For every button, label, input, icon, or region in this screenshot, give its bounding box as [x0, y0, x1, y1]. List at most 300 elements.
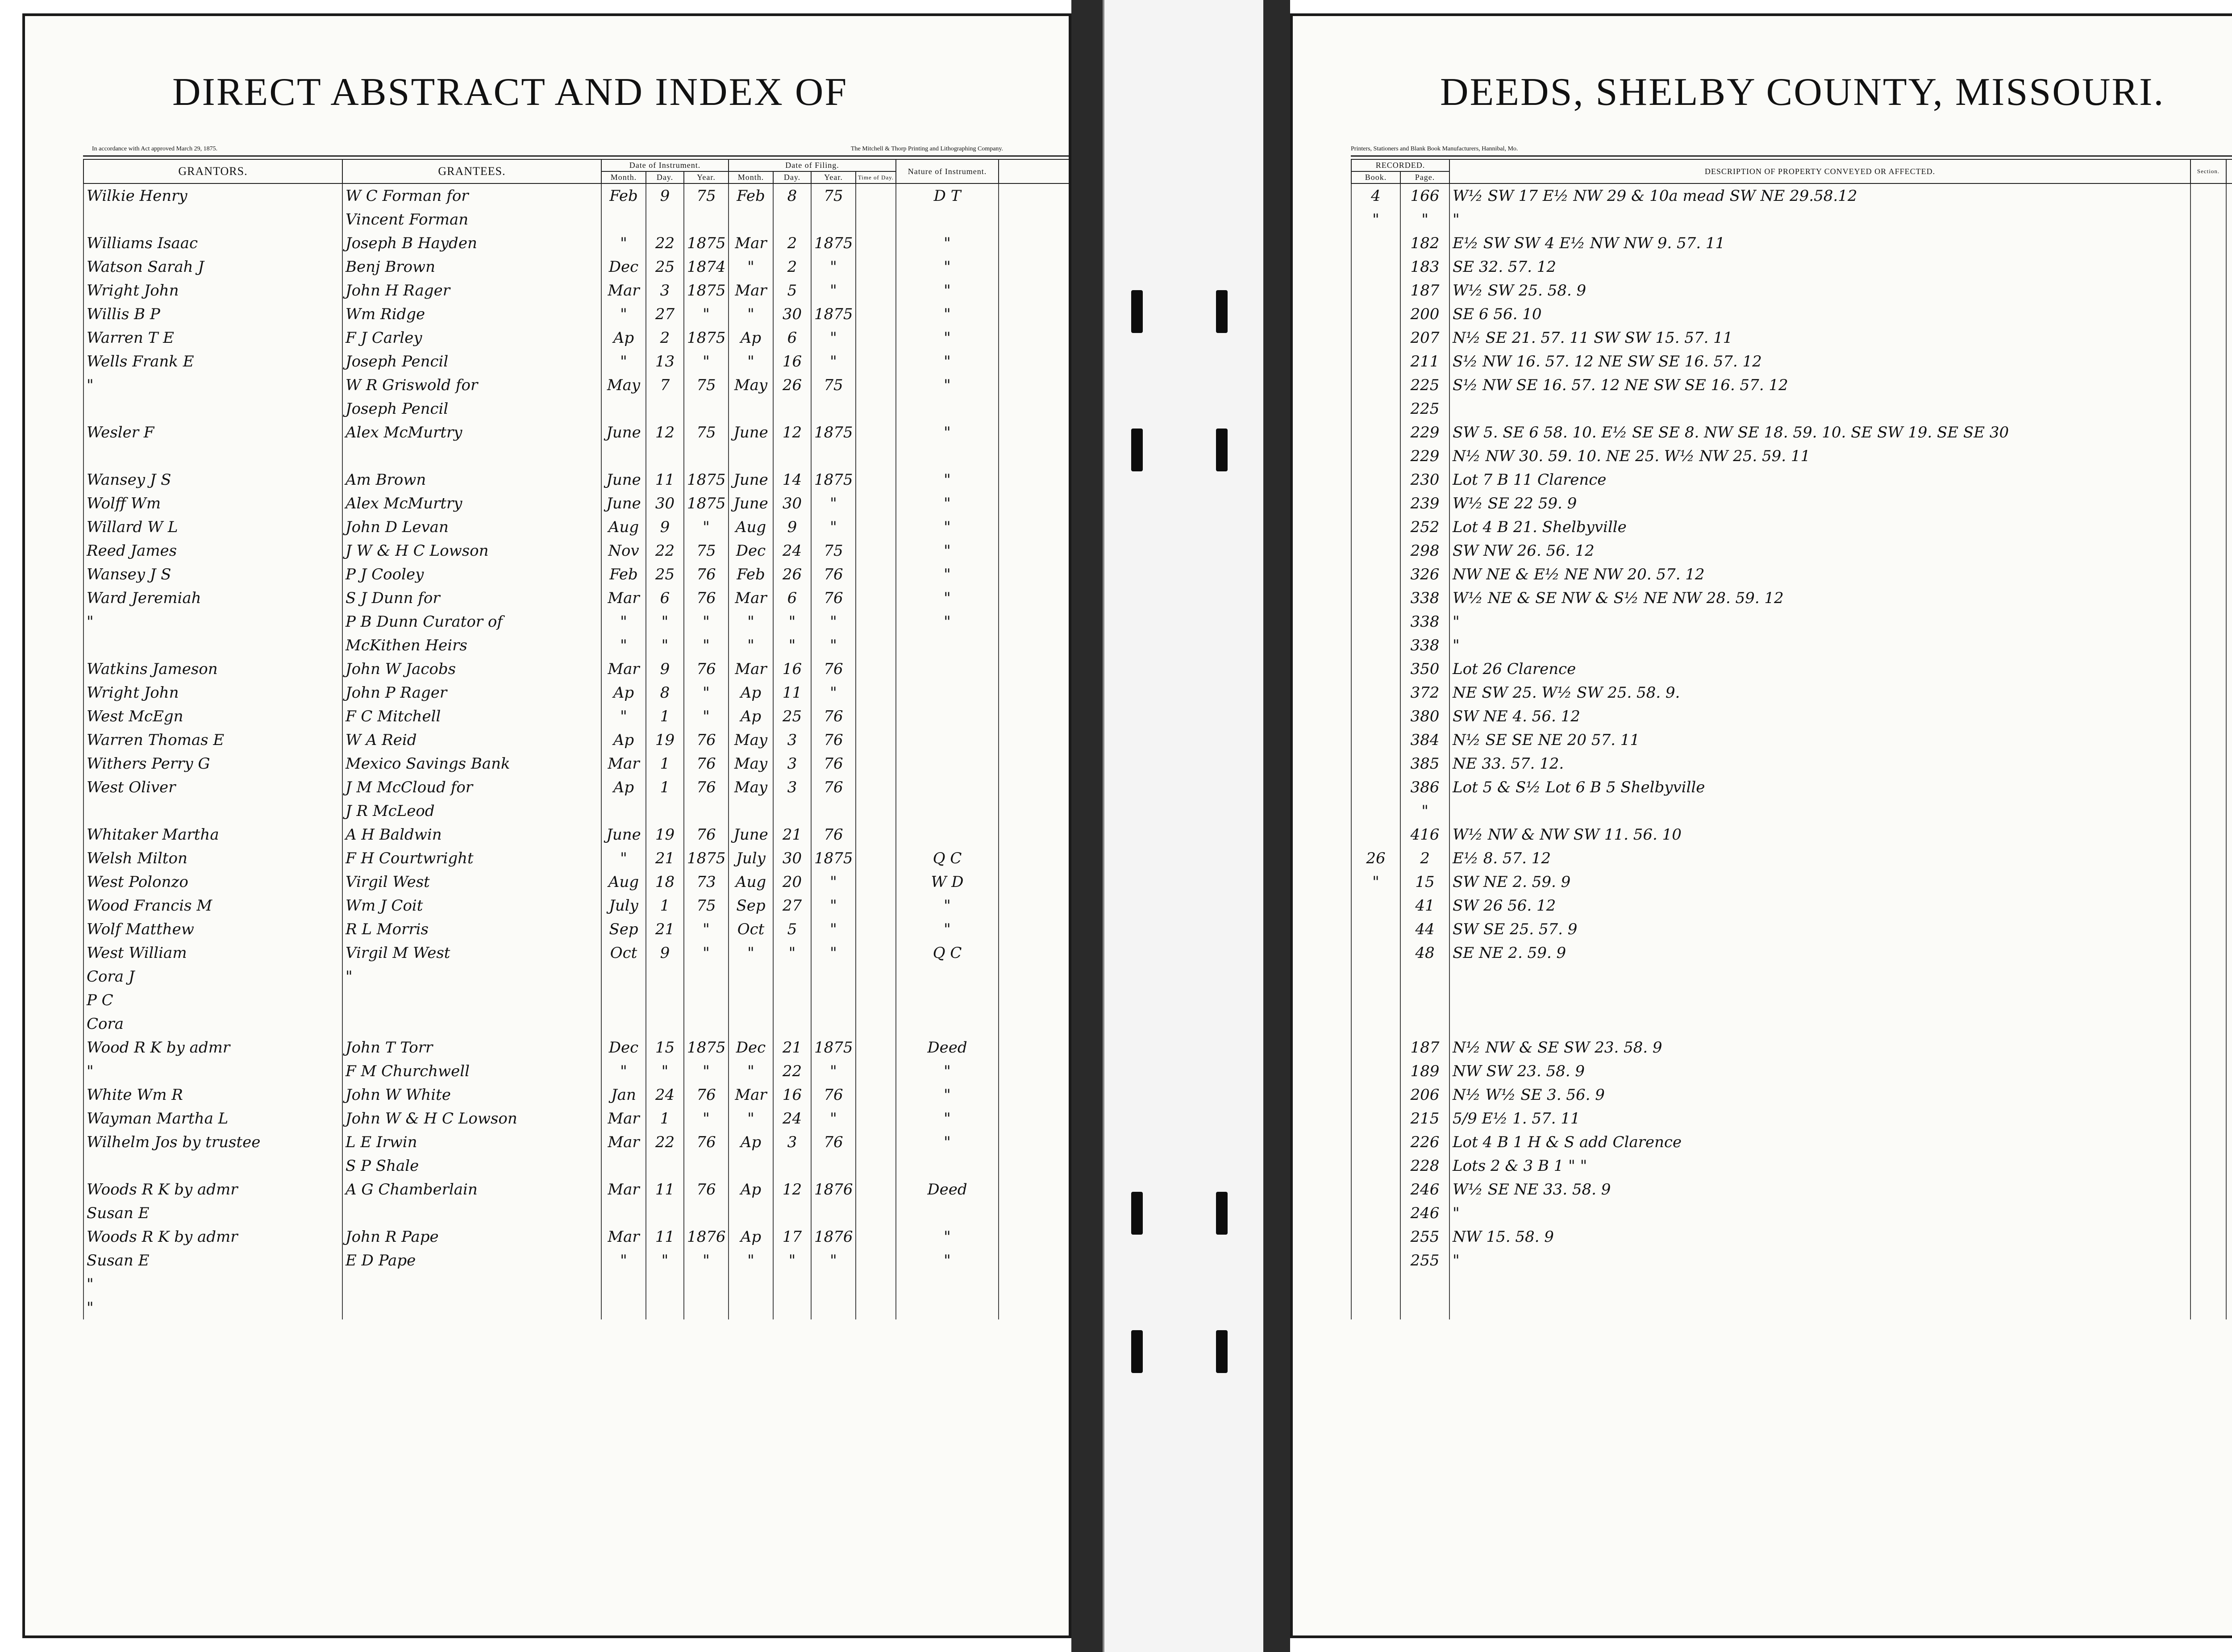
section-cell	[2190, 1178, 2226, 1201]
description-cell: W½ SW 25. 58. 9	[1449, 279, 2190, 302]
instrument-year-cell: 76	[684, 728, 729, 752]
filing-month-cell: June	[729, 491, 773, 515]
book-cell	[1351, 988, 1400, 1012]
table-row	[83, 1036, 1071, 1059]
instrument-month-cell	[601, 208, 646, 231]
description-cell: Lot 5 & S½ Lot 6 B 5 Shelbyville	[1449, 775, 2190, 799]
filing-day-cell: 2	[773, 255, 811, 279]
grantor-grantee-table	[83, 159, 1071, 1319]
table-row	[1351, 231, 2232, 255]
nature-cell: "	[896, 491, 999, 515]
book-cell	[1351, 1201, 1400, 1225]
instrument-month-cell: Aug	[601, 515, 646, 539]
filing-year-cell: 1875	[811, 231, 856, 255]
grantor-cell: Cora J	[83, 965, 342, 988]
instrument-month-cell	[601, 1296, 646, 1319]
time-of-day-cell	[856, 444, 896, 468]
description-cell: Lot 26 Clarence	[1449, 657, 2190, 681]
instrument-day-cell	[646, 444, 684, 468]
grantor-cell: Withers Perry G	[83, 752, 342, 775]
description-cell: SW SE 25. 57. 9	[1449, 917, 2190, 941]
blank-cell	[999, 1248, 1071, 1272]
table-row	[1351, 1248, 2232, 1272]
description-cell: N½ SE 21. 57. 11 SW SW 15. 57. 11	[1449, 326, 2190, 350]
blank-cell	[999, 1272, 1071, 1296]
filing-month-cell: Ap	[729, 704, 773, 728]
table-row	[1351, 1036, 2232, 1059]
nature-cell: "	[896, 539, 999, 562]
instrument-year-cell: "	[684, 302, 729, 326]
filing-year-cell: "	[811, 350, 856, 373]
table-row	[83, 515, 1071, 539]
book-cell	[1351, 965, 1400, 988]
blank-cell	[999, 610, 1071, 633]
table-row	[83, 350, 1071, 373]
grantee-cell: J M McCloud for	[342, 775, 601, 799]
nature-cell: "	[896, 1225, 999, 1248]
description-cell: "	[1449, 1248, 2190, 1272]
filing-year-cell	[811, 444, 856, 468]
page-cell: 385	[1400, 752, 1449, 775]
instrument-month-cell: Mar	[601, 752, 646, 775]
nature-cell: "	[896, 1130, 999, 1154]
instrument-day-cell	[646, 965, 684, 988]
filing-month-cell	[729, 1201, 773, 1225]
section-cell	[2190, 1130, 2226, 1154]
binding-shadow-right	[1263, 0, 1290, 1652]
township-cell	[2226, 302, 2232, 326]
blank-cell	[999, 302, 1071, 326]
grantor-cell: Wood R K by admr	[83, 1036, 342, 1059]
filing-day-cell	[773, 1296, 811, 1319]
book-cell: 26	[1351, 846, 1400, 870]
filing-month-cell: "	[729, 610, 773, 633]
grantee-cell: John T Torr	[342, 1036, 601, 1059]
table-row	[1351, 279, 2232, 302]
book-cell	[1351, 1296, 1400, 1319]
filing-year-cell: 1875	[811, 468, 856, 491]
township-header	[2226, 159, 2232, 183]
page-cell: 187	[1400, 1036, 1449, 1059]
instrument-month-cell: Ap	[601, 681, 646, 704]
filing-month-cell: July	[729, 846, 773, 870]
table-row	[83, 326, 1071, 350]
instrument-year-cell: 76	[684, 657, 729, 681]
time-of-day-cell	[856, 846, 896, 870]
book-cell	[1351, 491, 1400, 515]
section-cell	[2190, 681, 2226, 704]
filing-year-cell: 76	[811, 775, 856, 799]
township-cell	[2226, 350, 2232, 373]
time-of-day-cell	[856, 350, 896, 373]
section-cell	[2190, 728, 2226, 752]
grantee-cell: Wm J Coit	[342, 894, 601, 917]
nature-cell	[896, 1296, 999, 1319]
township-cell	[2226, 1201, 2232, 1225]
instrument-year-cell: 1875	[684, 468, 729, 491]
instrument-month-cell: "	[601, 1248, 646, 1272]
table-row	[83, 1272, 1071, 1296]
filing-year-cell: "	[811, 941, 856, 965]
book-cell	[1351, 823, 1400, 846]
grantee-cell: Joseph B Hayden	[342, 231, 601, 255]
township-cell	[2226, 894, 2232, 917]
nature-header: Nature of Instrument.	[896, 159, 999, 183]
description-cell: SW NE 4. 56. 12	[1449, 704, 2190, 728]
grantor-cell: Willis B P	[83, 302, 342, 326]
section-cell	[2190, 988, 2226, 1012]
binder-ring	[1216, 1330, 1228, 1373]
nature-cell	[896, 1272, 999, 1296]
instrument-month-cell: June	[601, 491, 646, 515]
instrument-day-cell: 9	[646, 515, 684, 539]
filing-month-cell: Dec	[729, 1036, 773, 1059]
section-cell	[2190, 704, 2226, 728]
instrument-month-cell	[601, 1154, 646, 1178]
filing-year-cell	[811, 1296, 856, 1319]
nature-cell	[896, 208, 999, 231]
filing-month-cell	[729, 1296, 773, 1319]
instrument-year-cell: 75	[684, 373, 729, 397]
grantee-cell: Joseph Pencil	[342, 350, 601, 373]
grantee-cell: John W Jacobs	[342, 657, 601, 681]
table-row	[83, 917, 1071, 941]
township-cell	[2226, 1059, 2232, 1083]
section-cell	[2190, 1272, 2226, 1296]
grantor-cell: Warren Thomas E	[83, 728, 342, 752]
instrument-year-cell	[684, 1272, 729, 1296]
nature-cell: "	[896, 515, 999, 539]
grantor-cell: West William	[83, 941, 342, 965]
time-of-day-cell	[856, 799, 896, 823]
instrument-year-cell: 76	[684, 586, 729, 610]
filing-day-cell	[773, 444, 811, 468]
township-cell	[2226, 562, 2232, 586]
grantor-cell: Reed James	[83, 539, 342, 562]
table-row	[1351, 208, 2232, 231]
table-row	[1351, 1296, 2232, 1319]
grantor-cell: Watson Sarah J	[83, 255, 342, 279]
book-cell	[1351, 1130, 1400, 1154]
blank-cell	[999, 491, 1071, 515]
grantee-cell: "	[342, 965, 601, 988]
grantor-cell: West Oliver	[83, 775, 342, 799]
filing-month-cell	[729, 988, 773, 1012]
township-cell	[2226, 941, 2232, 965]
page-cell: 239	[1400, 491, 1449, 515]
instrument-day-cell	[646, 1012, 684, 1036]
filing-day-cell	[773, 208, 811, 231]
township-cell	[2226, 515, 2232, 539]
nature-cell: "	[896, 279, 999, 302]
binding-gutter	[1103, 0, 1267, 1652]
section-cell	[2190, 279, 2226, 302]
instrument-month-cell: Ap	[601, 326, 646, 350]
blank-cell	[999, 1201, 1071, 1225]
left-ledger-page	[22, 13, 1071, 1638]
page-cell	[1400, 1296, 1449, 1319]
time-of-day-cell	[856, 468, 896, 491]
binder-ring	[1216, 290, 1228, 333]
filing-year-cell: "	[811, 255, 856, 279]
table-row	[83, 988, 1071, 1012]
blank-cell	[999, 681, 1071, 704]
book-cell	[1351, 1178, 1400, 1201]
filing-month-cell	[729, 397, 773, 420]
instrument-day-cell: "	[646, 1059, 684, 1083]
instrument-month-cell	[601, 799, 646, 823]
instrument-day-cell: 30	[646, 491, 684, 515]
instrument-month-cell	[601, 988, 646, 1012]
section-cell	[2190, 1083, 2226, 1107]
nature-cell: "	[896, 917, 999, 941]
grantor-cell	[83, 1154, 342, 1178]
instrument-month-cell: Nov	[601, 539, 646, 562]
table-row	[1351, 302, 2232, 326]
instrument-year-cell: 1875	[684, 279, 729, 302]
township-cell	[2226, 468, 2232, 491]
section-cell	[2190, 799, 2226, 823]
filing-day-cell	[773, 1154, 811, 1178]
table-row	[83, 775, 1071, 799]
section-cell	[2190, 562, 2226, 586]
instrument-day-cell: 27	[646, 302, 684, 326]
instrument-day-cell: 11	[646, 468, 684, 491]
filing-year-cell	[811, 1272, 856, 1296]
instrument-month-cell: "	[601, 610, 646, 633]
township-cell	[2226, 704, 2232, 728]
grantor-cell: Ward Jeremiah	[83, 586, 342, 610]
time-of-day-cell	[856, 1272, 896, 1296]
section-cell	[2190, 491, 2226, 515]
filing-day-cell: 30	[773, 302, 811, 326]
grantor-cell: Wolf Matthew	[83, 917, 342, 941]
instrument-month-cell	[601, 1201, 646, 1225]
binder-ring	[1216, 429, 1228, 471]
description-cell	[1449, 1296, 2190, 1319]
section-cell	[2190, 255, 2226, 279]
book-cell	[1351, 1272, 1400, 1296]
description-cell	[1449, 988, 2190, 1012]
instrument-month-cell: Ap	[601, 728, 646, 752]
instrument-month-cell: June	[601, 420, 646, 444]
filing-month-cell: "	[729, 302, 773, 326]
instrument-month-cell: Jan	[601, 1083, 646, 1107]
instrument-day-cell: 18	[646, 870, 684, 894]
time-of-day-cell	[856, 183, 896, 208]
instrument-month-cell: Oct	[601, 941, 646, 965]
instrument-month-cell	[601, 1272, 646, 1296]
grantee-cell: Joseph Pencil	[342, 397, 601, 420]
table-row	[1351, 539, 2232, 562]
filing-day-cell: 9	[773, 515, 811, 539]
section-cell	[2190, 657, 2226, 681]
right-ledger-page	[1290, 13, 2232, 1638]
nature-cell: Q C	[896, 846, 999, 870]
filing-day-cell: 16	[773, 1083, 811, 1107]
filing-day-cell: 30	[773, 491, 811, 515]
section-cell	[2190, 1036, 2226, 1059]
blank-column-header	[999, 159, 1071, 183]
grantor-cell: "	[83, 1296, 342, 1319]
filing-year-cell: "	[811, 1059, 856, 1083]
filing-day-cell: 14	[773, 468, 811, 491]
page-cell: 416	[1400, 823, 1449, 846]
township-cell	[2226, 1154, 2232, 1178]
instrument-year-cell: 1875	[684, 231, 729, 255]
description-cell: E½ 8. 57. 12	[1449, 846, 2190, 870]
section-cell	[2190, 208, 2226, 231]
table-row	[83, 657, 1071, 681]
instrument-year-cell: 1875	[684, 846, 729, 870]
filing-day-cell: 27	[773, 894, 811, 917]
page-cell: 206	[1400, 1083, 1449, 1107]
description-cell: NW SW 23. 58. 9	[1449, 1059, 2190, 1083]
time-of-day-cell	[856, 965, 896, 988]
grantee-cell: A H Baldwin	[342, 823, 601, 846]
page-cell: 225	[1400, 373, 1449, 397]
time-of-day-cell	[856, 917, 896, 941]
grantor-cell: Wells Frank E	[83, 350, 342, 373]
time-of-day-cell	[856, 941, 896, 965]
blank-cell	[999, 1178, 1071, 1201]
instrument-day-cell: 11	[646, 1178, 684, 1201]
nature-cell: D T	[896, 183, 999, 208]
instrument-day-cell: 24	[646, 1083, 684, 1107]
grantor-cell: Woods R K by admr	[83, 1225, 342, 1248]
table-row	[1351, 941, 2232, 965]
instrument-year-cell: "	[684, 1248, 729, 1272]
book-cell	[1351, 468, 1400, 491]
grantee-cell: McKithen Heirs	[342, 633, 601, 657]
instrument-month-cell: Mar	[601, 279, 646, 302]
binder-ring	[1131, 1192, 1143, 1235]
grantee-cell: F M Churchwell	[342, 1059, 601, 1083]
instrument-month-cell: May	[601, 373, 646, 397]
township-cell	[2226, 633, 2232, 657]
description-cell: Lot 7 B 11 Clarence	[1449, 468, 2190, 491]
table-row	[83, 704, 1071, 728]
blank-cell	[999, 1083, 1071, 1107]
book-cell	[1351, 752, 1400, 775]
instrument-month-cell: "	[601, 302, 646, 326]
book-cell	[1351, 728, 1400, 752]
township-cell	[2226, 255, 2232, 279]
time-of-day-cell	[856, 1130, 896, 1154]
section-cell	[2190, 1107, 2226, 1130]
nature-cell: "	[896, 302, 999, 326]
table-row	[83, 1296, 1071, 1319]
page-cell: 215	[1400, 1107, 1449, 1130]
filing-year-cell: 75	[811, 539, 856, 562]
nature-cell	[896, 775, 999, 799]
nature-cell: "	[896, 894, 999, 917]
description-cell: SE NE 2. 59. 9	[1449, 941, 2190, 965]
date-of-filing-header: Date of Filing.	[729, 159, 896, 171]
filing-month-cell: Dec	[729, 539, 773, 562]
section-header: Section.	[2190, 159, 2226, 183]
township-cell	[2226, 208, 2232, 231]
blank-cell	[999, 231, 1071, 255]
time-of-day-cell	[856, 515, 896, 539]
instrument-month-cell: Mar	[601, 657, 646, 681]
blank-cell	[999, 420, 1071, 444]
page-cell: 338	[1400, 610, 1449, 633]
table-row	[1351, 752, 2232, 775]
filing-year-header: Year.	[811, 171, 856, 183]
instrument-day-cell: 2	[646, 326, 684, 350]
table-row	[83, 373, 1071, 397]
filing-month-cell: Feb	[729, 183, 773, 208]
township-cell	[2226, 681, 2232, 704]
blank-cell	[999, 870, 1071, 894]
page-cell: 207	[1400, 326, 1449, 350]
blank-cell	[999, 1059, 1071, 1083]
grantee-cell: J W & H C Lowson	[342, 539, 601, 562]
time-of-day-cell	[856, 373, 896, 397]
filing-year-cell: 1875	[811, 302, 856, 326]
filing-year-cell	[811, 799, 856, 823]
township-cell	[2226, 1296, 2232, 1319]
section-cell	[2190, 846, 2226, 870]
blank-cell	[999, 208, 1071, 231]
grantee-cell: Virgil M West	[342, 941, 601, 965]
township-cell	[2226, 586, 2232, 610]
township-cell	[2226, 491, 2232, 515]
table-row	[1351, 704, 2232, 728]
township-cell	[2226, 1272, 2232, 1296]
table-row	[1351, 586, 2232, 610]
filing-year-cell: "	[811, 610, 856, 633]
table-row	[1351, 799, 2232, 823]
blank-cell	[999, 326, 1071, 350]
township-cell	[2226, 373, 2232, 397]
page-cell: 189	[1400, 1059, 1449, 1083]
table-row	[83, 823, 1071, 846]
instrument-day-cell: 22	[646, 539, 684, 562]
time-of-day-cell	[856, 1059, 896, 1083]
nature-cell	[896, 704, 999, 728]
instrument-month-cell: "	[601, 231, 646, 255]
instrument-year-cell: 1874	[684, 255, 729, 279]
table-row	[83, 1130, 1071, 1154]
township-cell	[2226, 326, 2232, 350]
book-cell	[1351, 539, 1400, 562]
filing-day-cell: "	[773, 633, 811, 657]
nature-cell	[896, 988, 999, 1012]
nature-cell	[896, 1201, 999, 1225]
grantor-cell: Warren T E	[83, 326, 342, 350]
instrument-day-cell	[646, 208, 684, 231]
header-rule-right	[1351, 155, 2232, 157]
binder-ring	[1216, 1192, 1228, 1235]
filing-day-cell: 22	[773, 1059, 811, 1083]
instrument-year-cell	[684, 208, 729, 231]
time-of-day-cell	[856, 752, 896, 775]
book-header: Book.	[1351, 171, 1400, 183]
nature-cell: "	[896, 350, 999, 373]
filing-year-cell: "	[811, 870, 856, 894]
section-cell	[2190, 752, 2226, 775]
filing-day-cell: 6	[773, 586, 811, 610]
left-table-body	[83, 183, 1071, 1319]
nature-cell: "	[896, 420, 999, 444]
book-cell	[1351, 1248, 1400, 1272]
time-of-day-cell	[856, 1296, 896, 1319]
time-of-day-header: Time of Day.	[856, 171, 896, 183]
grantee-cell: W R Griswold for	[342, 373, 601, 397]
filing-day-cell: 2	[773, 231, 811, 255]
